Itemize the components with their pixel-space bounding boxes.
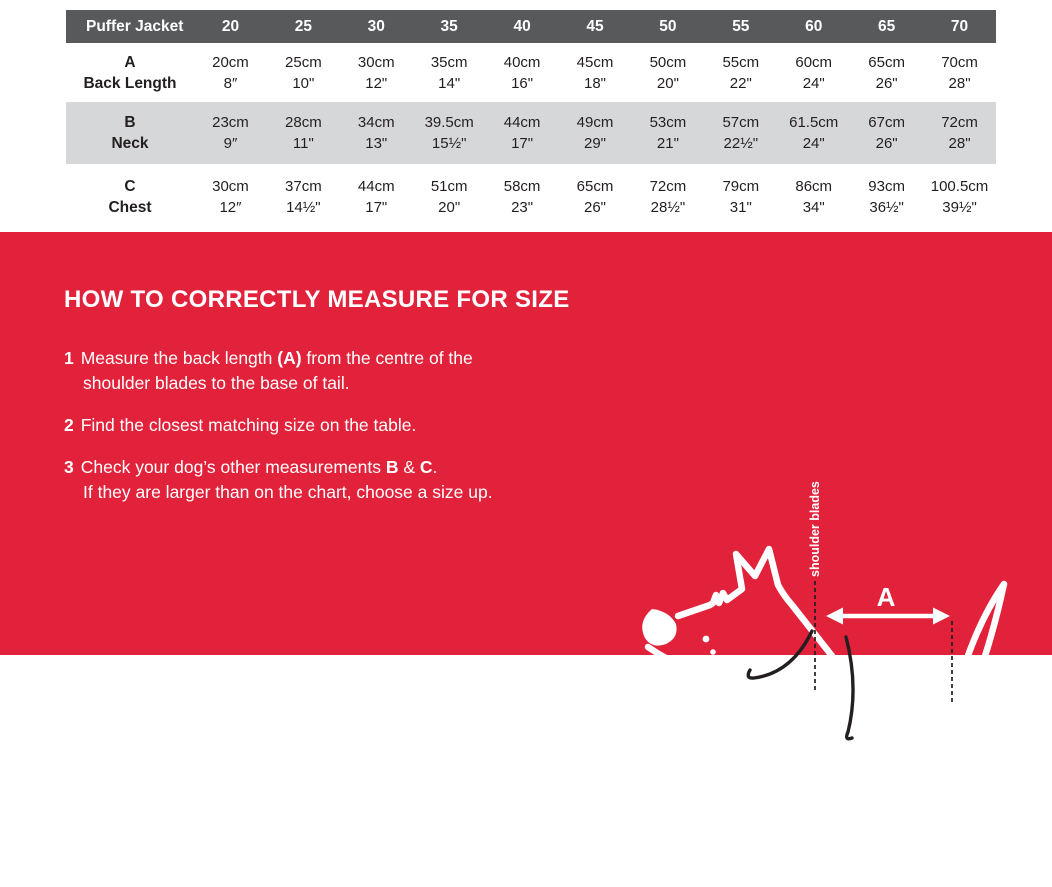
row-label: [66, 43, 194, 102]
value-cm: 65cm: [576, 178, 614, 195]
size-value-cell: [194, 164, 267, 230]
value-inch: 26": [875, 135, 898, 152]
value-inch: 16": [511, 74, 534, 92]
size-value-cell: [631, 43, 704, 102]
value-inch: 8″: [223, 74, 238, 92]
shoulder-blades-label: shoulder blades: [808, 481, 822, 577]
step-number: 3: [64, 457, 74, 477]
value-cm: 70cm: [941, 53, 978, 71]
size-value-cell: [850, 43, 923, 102]
value-cm: 58cm: [503, 178, 541, 195]
size-value-cell: [194, 102, 267, 164]
size-value-cell: [777, 43, 850, 102]
size-value-cell: [850, 164, 923, 230]
size-column-header: 70: [950, 17, 969, 35]
size-value-cell: [704, 102, 777, 164]
step-number: 1: [64, 348, 74, 368]
measure-guide-panel: [0, 232, 1052, 764]
value-cm: 93cm: [868, 178, 905, 195]
value-inch: 9″: [223, 135, 238, 152]
value-cm: 79cm: [722, 178, 760, 195]
value-inch: 22½": [723, 135, 759, 152]
step-text: B: [385, 457, 399, 477]
size-value-cell: [413, 164, 486, 230]
guide-title: HOW TO CORRECTLY MEASURE FOR SIZE: [64, 286, 570, 313]
label-a: A: [876, 582, 896, 612]
value-cm: 45cm: [576, 53, 614, 71]
value-inch: 34": [802, 199, 825, 216]
value-inch: 12": [365, 74, 388, 92]
size-value-cell: [850, 102, 923, 164]
value-inch: 11": [292, 135, 314, 152]
table-header-row: [66, 10, 996, 43]
size-value-cell: [486, 102, 559, 164]
row-letter: B: [124, 114, 136, 131]
value-cm: 44cm: [503, 114, 541, 131]
size-column-header: 45: [586, 17, 604, 35]
value-inch: 39½": [942, 199, 977, 216]
value-inch: 28½": [650, 199, 686, 216]
size-value-cell: [923, 102, 996, 164]
value-cm: 30cm: [212, 178, 249, 195]
value-cm: 23cm: [212, 114, 249, 131]
value-inch: 24": [802, 135, 825, 152]
size-value-cell: [340, 164, 413, 230]
row-label: [66, 164, 194, 230]
size-value-cell: [704, 43, 777, 102]
dog-nose: [642, 609, 676, 646]
value-cm: 53cm: [649, 114, 687, 131]
row-letter: C: [124, 178, 136, 195]
size-column-header: 50: [659, 17, 677, 35]
value-inch: 17": [365, 199, 388, 216]
size-value-cell: [194, 43, 267, 102]
step-text: .: [432, 457, 438, 477]
row-label: [66, 102, 194, 164]
value-inch: 29": [583, 135, 606, 152]
dog-mouth-line: [744, 659, 770, 664]
guide-step: [64, 455, 639, 505]
step-text: (A): [277, 348, 302, 368]
value-inch: 23": [511, 199, 534, 216]
value-cm: 86cm: [795, 178, 833, 195]
size-value-cell: [559, 102, 632, 164]
step-text: Measure the back length: [80, 348, 278, 368]
size-column-header: 60: [805, 17, 823, 35]
value-cm: 25cm: [285, 53, 322, 71]
value-cm: 65cm: [868, 53, 905, 71]
row-name: Neck: [111, 135, 149, 152]
value-cm: 72cm: [649, 178, 687, 195]
dog-measurement-diagram: [620, 470, 1052, 887]
size-value-cell: [267, 43, 340, 102]
size-column-header: 30: [367, 17, 385, 35]
value-cm: 40cm: [503, 53, 541, 71]
value-cm: 72cm: [941, 114, 978, 131]
size-value-cell: [559, 43, 632, 102]
label-b: B: [727, 667, 745, 693]
value-inch: 17": [511, 135, 534, 152]
size-value-cell: [340, 43, 413, 102]
table-row: [66, 102, 996, 164]
value-inch: 28": [948, 74, 971, 92]
label-c: C: [838, 738, 856, 764]
value-inch: 20": [656, 74, 679, 92]
value-inch: 22": [729, 74, 752, 92]
step-text: from the centre of the: [301, 348, 473, 368]
row-letter: A: [124, 53, 136, 71]
size-value-cell: [559, 164, 632, 230]
size-value-cell: [704, 164, 777, 230]
size-column-header: 40: [513, 17, 531, 35]
value-cm: 39.5cm: [424, 114, 474, 131]
table-header-label: Puffer Jacket: [86, 17, 184, 35]
step-text: If they are larger than on the chart, choose a size up.: [83, 482, 493, 502]
table-row: [66, 164, 996, 230]
step-text: Check your dog’s other measurements: [80, 457, 386, 477]
guide-step: [64, 346, 639, 396]
dog-hind-leg-far: [930, 704, 999, 811]
value-cm: 35cm: [430, 53, 468, 71]
value-inch: 20": [438, 199, 461, 216]
value-cm: 28cm: [285, 114, 322, 131]
dog-shoulder-blade-dashed-outline: [795, 666, 832, 730]
step-text: C: [419, 457, 433, 477]
size-value-cell: [340, 102, 413, 164]
value-cm: 100.5cm: [930, 178, 989, 195]
row-name: Chest: [108, 199, 152, 216]
value-inch: 14": [438, 74, 461, 92]
value-cm: 49cm: [576, 114, 614, 131]
size-value-cell: [923, 43, 996, 102]
size-value-cell: [486, 164, 559, 230]
size-value-cell: [267, 102, 340, 164]
measure-a-arrowhead-left: [826, 608, 843, 625]
value-inch: 26": [583, 199, 606, 216]
size-value-cell: [631, 164, 704, 230]
value-inch: 31": [729, 199, 752, 216]
value-cm: 60cm: [795, 53, 833, 71]
value-cm: 20cm: [212, 53, 249, 71]
value-inch: 36½": [869, 199, 904, 216]
value-inch: 15½": [431, 135, 467, 152]
value-cm: 34cm: [357, 114, 395, 131]
dog-hind-leg-near: [895, 719, 925, 811]
value-cm: 30cm: [357, 53, 395, 71]
value-cm: 55cm: [722, 53, 760, 71]
size-value-cell: [777, 164, 850, 230]
size-value-cell: [413, 43, 486, 102]
step-number: 2: [64, 415, 74, 435]
value-cm: 51cm: [430, 178, 468, 195]
table-row: [66, 43, 996, 102]
value-cm: 50cm: [649, 53, 687, 71]
value-inch: 12″: [219, 199, 242, 216]
size-value-cell: [631, 102, 704, 164]
guide-steps: [64, 346, 639, 522]
value-cm: 57cm: [722, 114, 760, 131]
value-inch: 26": [875, 74, 898, 92]
size-value-cell: [777, 102, 850, 164]
value-cm: 67cm: [868, 114, 905, 131]
value-inch: 18": [583, 74, 606, 92]
size-column-header: 55: [732, 17, 750, 35]
value-inch: 14½": [286, 199, 321, 216]
measure-a-arrowhead-right: [933, 608, 950, 625]
value-inch: 13": [365, 135, 388, 152]
step-text: Find the closest matching size on the table.: [80, 415, 417, 435]
step-text: shoulder blades to the base of tail.: [83, 373, 350, 393]
size-column-header: 65: [878, 17, 896, 35]
value-inch: 21": [656, 135, 679, 152]
size-table: [66, 10, 996, 230]
dog-belly-line: [796, 730, 848, 737]
dog-eye-dot: [703, 636, 710, 643]
value-inch: 24": [802, 74, 825, 92]
step-text: &: [398, 457, 420, 477]
size-column-header: 25: [294, 17, 312, 35]
size-value-cell: [413, 102, 486, 164]
value-inch: 28": [948, 135, 971, 152]
value-inch: 10": [292, 74, 315, 92]
chest-measure-tape-line: [846, 637, 853, 739]
value-cm: 37cm: [285, 178, 322, 195]
value-cm: 44cm: [357, 178, 395, 195]
value-cm: 61.5cm: [789, 114, 839, 131]
row-name: Back Length: [83, 74, 177, 92]
dog-back-tail-outline: [836, 584, 1004, 700]
size-value-cell: [923, 164, 996, 230]
dog-front-leg-far: [771, 729, 812, 815]
size-column-header: 35: [440, 17, 458, 35]
size-value-cell: [267, 164, 340, 230]
size-column-header: 20: [221, 17, 240, 35]
dog-eye-dot: [710, 649, 716, 655]
guide-step: [64, 413, 639, 438]
size-value-cell: [486, 43, 559, 102]
